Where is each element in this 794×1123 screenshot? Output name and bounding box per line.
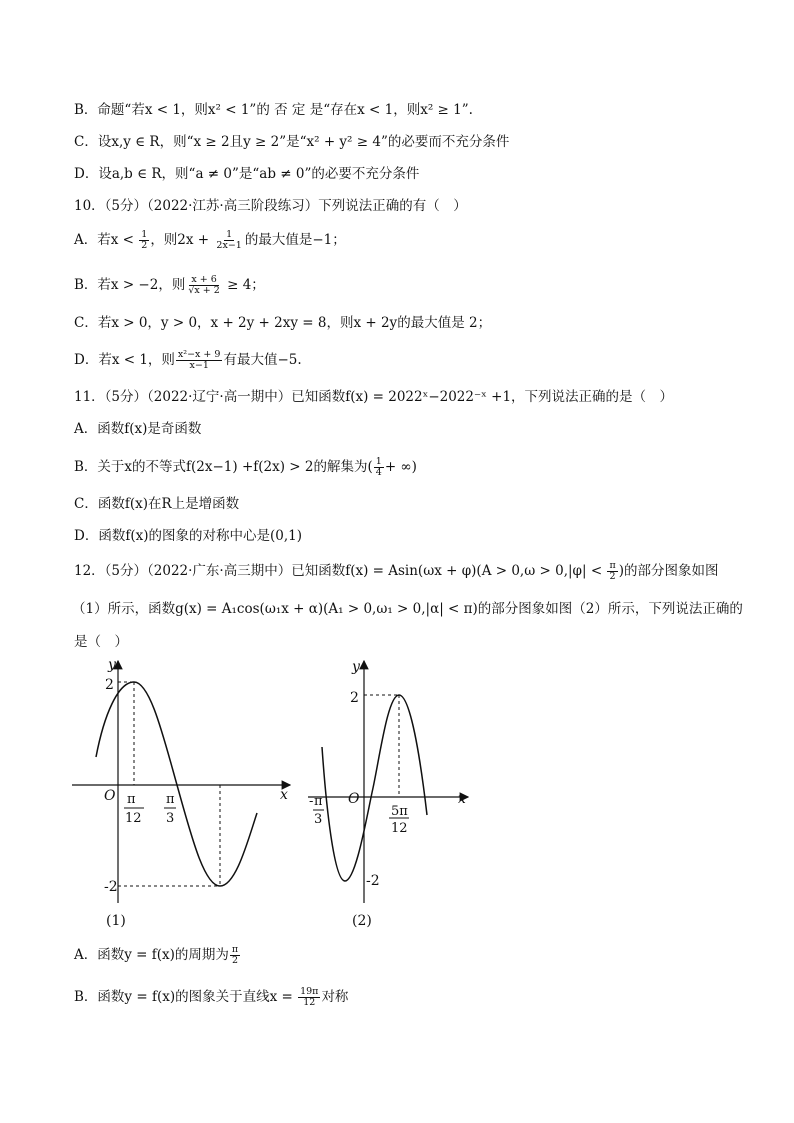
fig1-y-max: 2 xyxy=(105,677,114,693)
q12-stem-line3: 是（ ） xyxy=(74,634,128,650)
fig2-tick-den: 12 xyxy=(391,821,408,836)
q10-stem: 10．（5分）（2022·江苏·高三阶段练习）下列说法正确的有（ ） xyxy=(74,198,467,214)
fig1-origin: O xyxy=(104,788,116,804)
q11-option-a: A．函数f(x)是奇函数 xyxy=(74,421,202,437)
q11-option-d: D．函数f(x)的图象的对称中心是(0,1) xyxy=(74,528,302,544)
q11-option-c: C．函数f(x)在R上是增函数 xyxy=(74,496,240,512)
q10-a-frac2: $\frac{1}{2x-1}$ xyxy=(216,229,242,251)
q10-option-d: D．若x < 1，则 $\frac{\text{x²−x + 9}}{x-1}$ 有最大值−5. xyxy=(74,349,302,371)
fig2-curve xyxy=(322,695,427,881)
q11-b-frac: $\frac{1}{4}$ xyxy=(375,456,382,478)
q12-stem-frac: $\frac{\pi}{2}$ xyxy=(609,560,616,582)
q9-option-d: D．设a,b ∈ R，则“a ≠ 0”是“ab ≠ 0”的必要不充分条件 xyxy=(74,166,420,182)
fig1-x-label: x xyxy=(280,787,288,803)
fig1-y-label: y xyxy=(108,657,116,673)
q9-option-c: C．设x,y ∈ R，则“x ≥ 2且y ≥ 2”是“x² + y² ≥ 4”的必要而不充分条件 xyxy=(74,134,510,150)
fig1-y-min: -2 xyxy=(104,879,118,895)
q12-b-frac: $\frac{19\pi}{12}$ xyxy=(300,986,319,1008)
fig2-x-label: x xyxy=(458,791,466,807)
q11-stem: 11．（5分）（2022·辽宁·高一期中）已知函数f(x) = 2022ˣ−2022⁻ˣ +1，下列说法正确的是（ ） xyxy=(74,389,674,405)
q10-option-a xyxy=(74,230,346,251)
q10-option-c: C．若x > 0，y > 0，x + 2y + 2xy = 8，则x + 2y的最大值是 2； xyxy=(74,315,492,331)
fig1-tick1-den: 12 xyxy=(125,811,142,826)
fig2-origin: O xyxy=(348,791,360,807)
q10-a-frac1: $\frac{1}{2}$ xyxy=(141,229,148,251)
fig1-caption: (1) xyxy=(106,913,126,929)
q12-stem: 12．（5分）（2022·广东·高三期中）已知函数f(x) = Asin(ωx + φ)(A > 0,ω > 0,|φ| < $\frac{\pi}{2}$ )的部分图象如图 xyxy=(74,560,719,582)
q12-stem-line2: （1）所示，函数g(x) = A₁cos(ω₁x + α)(A₁ > 0,ω₁ > 0,|α| < π)的部分图象如图（2）所示，下列说法正确的 xyxy=(72,601,743,617)
figure-2-cosine-graph xyxy=(300,655,480,935)
q12-a-frac: $\frac{\pi}{2}$ xyxy=(231,944,239,966)
fig2-y-label: y xyxy=(352,659,360,675)
fig1-tick1-num: π xyxy=(127,792,136,807)
fig2-neg-num: π xyxy=(314,794,323,809)
q10-option-b: B．若x > −2，则 $\frac{x + 6}{√x + 2}$ ≥ 4； xyxy=(74,274,265,296)
fig2-neg-den: 3 xyxy=(314,812,323,827)
fig2-y-max: 2 xyxy=(350,690,359,706)
figure-1-sine-graph xyxy=(68,655,298,935)
fig1-tick2-den: 3 xyxy=(166,811,175,826)
fig2-tick-num: 5π xyxy=(391,804,408,819)
q10-a-post: 的最大值是−1； xyxy=(244,232,346,248)
q12-option-a: A．函数y = f(x)的周期为 $\frac{\pi}{2}$ xyxy=(74,944,239,966)
fig2-y-min: -2 xyxy=(366,873,380,889)
q10-d-frac: $\frac{\text{x²−x + 9}}{x-1}$ xyxy=(177,349,221,371)
fig2-caption: (2) xyxy=(352,913,372,929)
q10-a-mid: ，则2x + xyxy=(150,232,214,248)
fig1-tick2-num: π xyxy=(166,792,175,807)
q9-option-b: B．命题“若x < 1，则x² < 1”的 否 定 是“存在x < 1，则x² ≥ 1”. xyxy=(74,102,473,118)
fig2-neg-sign: - xyxy=(309,794,314,809)
q12-option-b: B．函数y = f(x)的图象关于直线x = $\frac{19\pi}{12}$ 对称 xyxy=(74,986,349,1008)
fig1-curve xyxy=(96,682,257,886)
q11-option-b: B．关于x的不等式f(2x−1) +f(2x) > 2的解集为( $\frac{1}{4}$ + ∞) xyxy=(74,456,417,478)
q10-b-frac: $\frac{x + 6}{√x + 2}$ xyxy=(188,274,220,296)
q10-a-pre: A．若x < xyxy=(74,232,139,248)
